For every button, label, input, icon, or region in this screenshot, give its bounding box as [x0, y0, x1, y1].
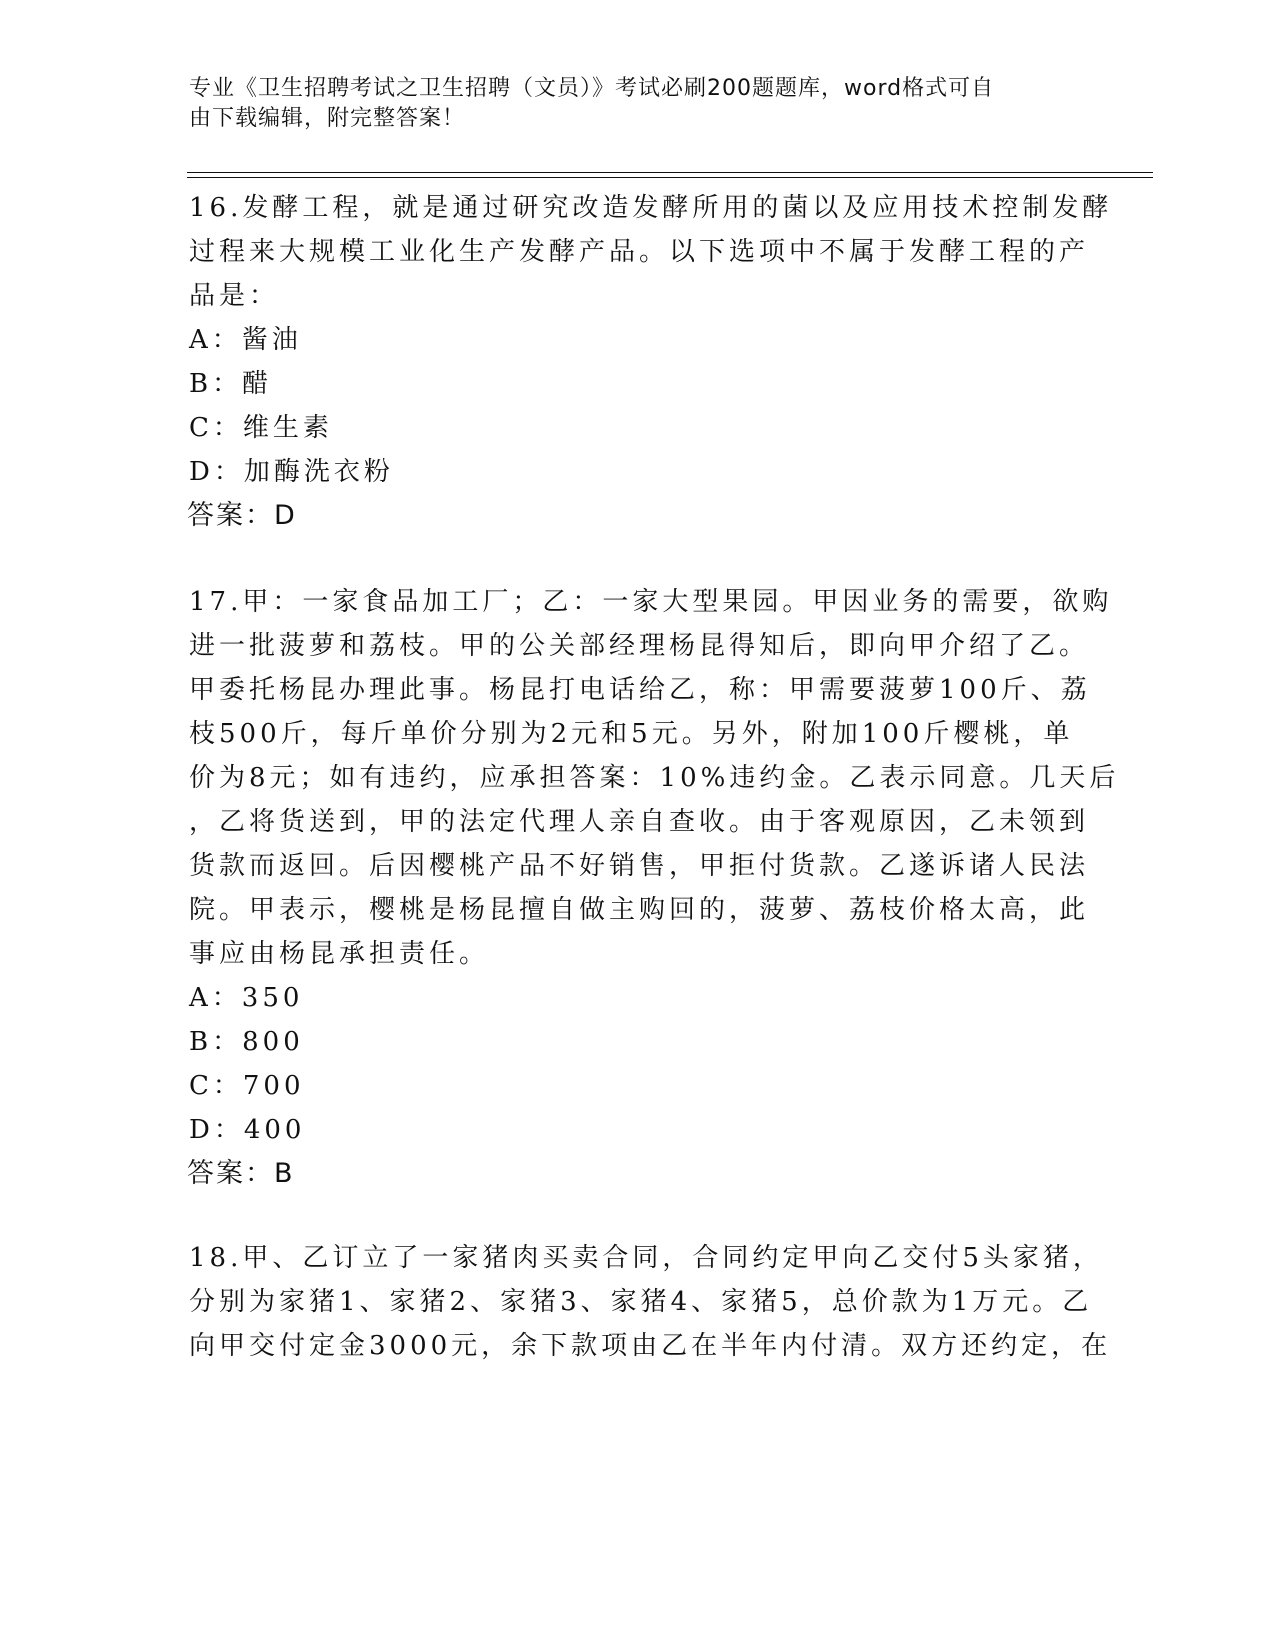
question-17-text-line: 甲委托杨昆办理此事。杨昆打电话给乙，称：甲需要菠萝100斤、荔 [189, 675, 1091, 705]
question-16-text-line: 16.发酵工程，就是通过研究改造发酵所用的菌以及应用技术控制发酵 [189, 193, 1113, 223]
header-divider-bottom [187, 177, 1153, 178]
question-18-text-line: 分别为家猪1、家猪2、家猪3、家猪4、家猪5，总价款为1万元。乙 [189, 1287, 1093, 1317]
document-header-line-1: 专业《卫生招聘考试之卫生招聘（文员）》考试必刷200题题库，word格式可自 [189, 76, 995, 101]
question-16-text-line: 过程来大规模工业化生产发酵产品。以下选项中不属于发酵工程的产 [189, 237, 1090, 267]
question-16-text-line: 品是： [189, 281, 280, 311]
question-18-text-line: 向甲交付定金3000元，余下款项由乙在半年内付清。双方还约定，在 [189, 1331, 1112, 1361]
question-17-option-d: D：400 [189, 1115, 306, 1145]
question-17-text-line: 事应由杨昆承担责任。 [189, 939, 490, 969]
question-17-text-line: 17.甲：一家食品加工厂；乙：一家大型果园。甲因业务的需要，欲购 [189, 587, 1113, 617]
question-17-option-b: B：800 [189, 1027, 304, 1057]
question-17-text-line: 院。甲表示，樱桃是杨昆擅自做主购回的，菠萝、荔枝价格太高，此 [189, 895, 1090, 925]
question-17-text-line: 货款而返回。后因樱桃产品不好销售，甲拒付货款。乙遂诉诸人民法 [189, 851, 1090, 881]
document-header-line-2: 由下载编辑，附完整答案！ [189, 106, 466, 131]
question-17-option-a: A：350 [189, 983, 304, 1013]
question-17-answer: 答案：B [187, 1158, 295, 1189]
question-16-option-b: B：醋 [189, 369, 273, 399]
question-17-text-line: 枝500斤，每斤单价分别为2元和5元。另外，附加100斤樱桃，单 [189, 719, 1074, 749]
header-divider-top [187, 172, 1153, 173]
question-18-text-line: 18.甲、乙订立了一家猪肉买卖合同，合同约定甲向乙交付5头家猪， [189, 1243, 1103, 1273]
question-17-text-line: ，乙将货送到，甲的法定代理人亲自查收。由于客观原因，乙未领到 [189, 807, 1090, 837]
question-17-option-c: C：700 [189, 1071, 305, 1101]
question-17-text-line: 进一批菠萝和荔枝。甲的公关部经理杨昆得知后，即向甲介绍了乙。 [189, 631, 1090, 661]
question-16-answer: 答案：D [187, 500, 297, 531]
question-16-option-d: D：加酶洗衣粉 [189, 457, 394, 487]
question-17-text-line: 价为8元；如有违约，应承担答案：10%违约金。乙表示同意。几天后 [189, 763, 1120, 793]
question-16-option-a: A：酱油 [189, 325, 302, 355]
question-16-option-c: C：维生素 [189, 413, 333, 443]
